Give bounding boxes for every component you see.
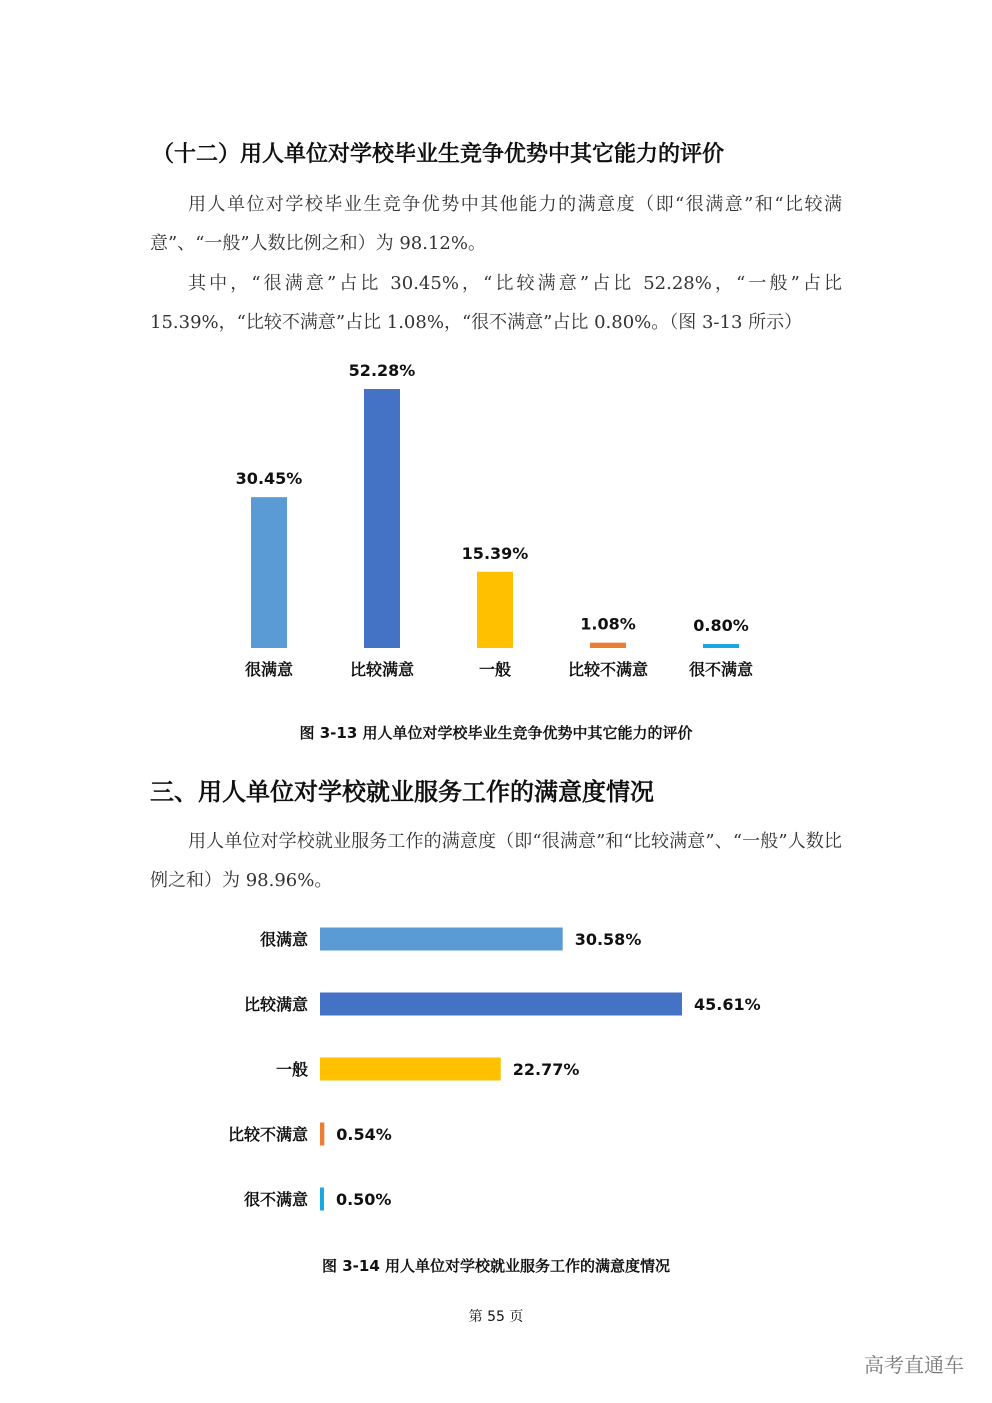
bar-5 xyxy=(703,644,739,648)
bar-value-label: 30.45% xyxy=(235,469,303,489)
bar-value-label: 30.58% xyxy=(574,930,642,949)
bar-value-label: 22.77% xyxy=(512,1060,580,1079)
category-label: 很不满意 xyxy=(243,1190,308,1209)
category-label: 比较不满意 xyxy=(227,1125,308,1144)
watermark: 高考直通车 xyxy=(864,1353,964,1377)
figure-caption-3-13: 图 3-13 用人单位对学校毕业生竞争优势中其它能力的评价 xyxy=(299,724,693,742)
category-label: 一般 xyxy=(478,660,512,679)
bar-value-label: 15.39% xyxy=(461,543,529,563)
bar-value-label: 52.28% xyxy=(348,361,416,380)
page-number: 第 55 页 xyxy=(468,1309,524,1325)
category-label: 很不满意 xyxy=(688,660,754,679)
bar-5 xyxy=(320,1188,324,1211)
bar-value-label: 45.61% xyxy=(694,995,761,1014)
figure-caption-3-14: 图 3-14 用人单位对学校就业服务工作的满意度情况 xyxy=(322,1257,670,1275)
bar-1 xyxy=(251,497,287,648)
category-label: 一般 xyxy=(275,1060,308,1079)
horizontal-bar-chart xyxy=(0,915,992,1225)
bar-2 xyxy=(320,993,682,1016)
category-label: 比较满意 xyxy=(243,995,308,1014)
bar-value-label: 1.08% xyxy=(580,614,636,634)
bar-value-label: 0.54% xyxy=(336,1125,392,1144)
category-label: 比较满意 xyxy=(349,660,415,679)
bar-3 xyxy=(320,1058,501,1081)
bar-value-label: 0.80% xyxy=(693,616,749,636)
bar-2 xyxy=(364,389,400,648)
paragraph-breakdown: 其中，“很满意”占比 30.45%，“比较满意”占比 52.28%，“一般”占比 15.39%，“比较不满意”占比 1.08%，“很不满意”占比 0.80%。（图 3-13 所示） xyxy=(150,273,842,333)
vertical-bar-chart xyxy=(0,350,992,690)
category-label: 比较不满意 xyxy=(567,660,649,679)
bar-4 xyxy=(590,643,626,648)
category-label: 很满意 xyxy=(244,660,294,679)
bar-1 xyxy=(320,928,563,951)
section-subtitle: （十二）用人单位对学校毕业生竞争优势中其它能力的评价 xyxy=(152,142,725,167)
paragraph-overall: 用人单位对学校毕业生竞争优势中其他能力的满意度（即“很满意”和“比较满意”、“一般”人数比例之和）为 98.12%。 xyxy=(150,194,842,254)
section-heading: 三、用人单位对学校就业服务工作的满意度情况 xyxy=(150,778,654,806)
bar-value-label: 0.50% xyxy=(335,1190,392,1209)
bar-4 xyxy=(320,1123,324,1146)
paragraph-service: 用人单位对学校就业服务工作的满意度（即“很满意”和“比较满意”、“一般”人数比例之和）为 98.96%。 xyxy=(150,831,842,891)
category-label: 很满意 xyxy=(259,930,308,949)
bar-3 xyxy=(477,572,513,648)
